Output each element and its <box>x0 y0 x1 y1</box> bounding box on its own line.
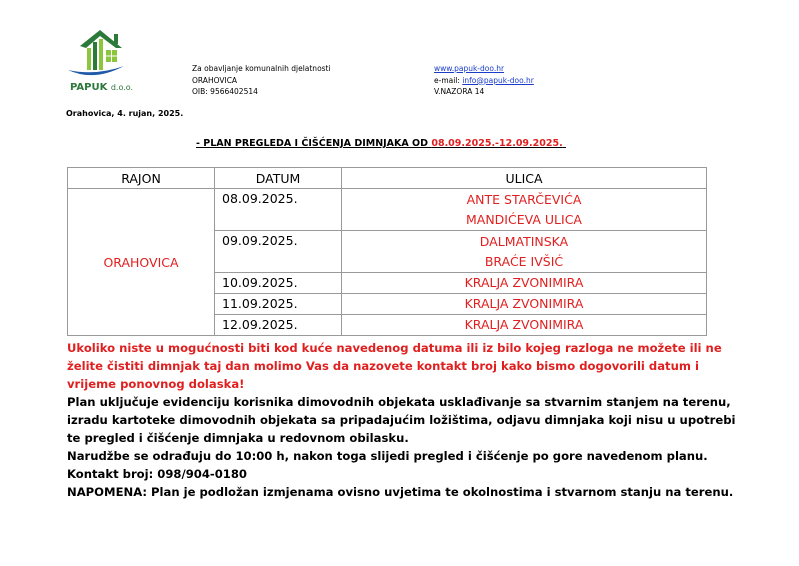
ulica-cell: KRALJA ZVONIMIRA <box>342 294 707 315</box>
company-oib: OIB: 9566402514 <box>192 87 258 96</box>
street-name: MANDIĆEVA ULICA <box>466 211 582 227</box>
logo-name: PAPUK <box>70 82 108 93</box>
ulica-cell <box>342 231 707 273</box>
notice-text <box>67 339 747 501</box>
document-date: Orahovica, 4. rujan, 2025. <box>66 109 184 118</box>
address: V.NAZORA 14 <box>434 87 485 96</box>
warning-paragraph: Ukoliko niste u mogućnosti biti kod kuće navedenog datuma ili iz bilo kojeg razloga ne možete ili ne želite čistiti dimnjak taj dan molimo Vas da nazovete kontakt broj kako bismo dogovorili datum i vrijeme ponovnog dolaska! <box>67 341 722 391</box>
logo-text <box>70 82 133 93</box>
rajon-cell: ORAHOVICA <box>68 189 215 336</box>
email-label: e-mail: <box>434 75 463 85</box>
street-name: BRAĆE IVŠIĆ <box>484 253 564 269</box>
datum-cell: 10.09.2025. <box>215 273 342 294</box>
phone-paragraph: Kontakt broj: 098/904-0180 <box>67 467 247 481</box>
ulica-cell <box>342 189 707 231</box>
ulica-cell: KRALJA ZVONIMIRA <box>342 273 707 294</box>
email-link[interactable]: info@papuk-doo.hr <box>462 75 534 85</box>
company-info <box>192 63 331 98</box>
note-paragraph: NAPOMENA: Plan je podložan izmjenama ovisno uvjetima te okolnostima i stvarnom stanju na terenu. <box>67 485 734 499</box>
street-name: ANTE STARČEVIĆA <box>466 191 582 207</box>
company-activity: Za obavljanje komunalnih djelatnosti <box>192 64 331 73</box>
plan-title-prefix: - PLAN PREGLEDA I ČIŠĆENJA DIMNJAKA OD <box>196 138 432 149</box>
logo-suffix: d.o.o. <box>110 83 134 92</box>
orders-paragraph: Narudžbe se odrađuju do 10:00 h, nakon toga slijedi pregled i čišćenje po gore navedenom planu. <box>67 449 708 463</box>
datum-cell: 11.09.2025. <box>215 294 342 315</box>
contact-info <box>434 63 534 98</box>
header-rajon: RAJON <box>68 168 215 189</box>
plan-paragraph: Plan uključuje evidenciju korisnika dimovodnih objekata usklađivanje sa stvarnim stanjem na terenu, izradu kartoteke dimovodnih objekata sa pripadajućim ložištima, odjavu dimnjaka koji nisu u upotrebi te pregled i čišćenje dimnjaka u redovnom obilasku. <box>67 395 736 445</box>
table-header-row <box>68 168 707 189</box>
papuk-logo <box>66 26 128 88</box>
plan-title-range: 08.09.2025.-12.09.2025. <box>431 138 563 149</box>
datum-cell: 12.09.2025. <box>215 315 342 336</box>
header-datum: DATUM <box>215 168 342 189</box>
schedule-table <box>67 167 707 336</box>
datum-cell: 09.09.2025. <box>215 231 342 273</box>
website-link[interactable]: www.papuk-doo.hr <box>434 64 505 73</box>
datum-cell: 08.09.2025. <box>215 189 342 231</box>
company-city: ORAHOVICA <box>192 75 238 85</box>
plan-title <box>196 138 566 149</box>
ulica-cell: KRALJA ZVONIMIRA <box>342 315 707 336</box>
street-name: DALMATINSKA <box>479 233 569 249</box>
table-row <box>68 189 707 231</box>
header-ulica: ULICA <box>342 168 707 189</box>
